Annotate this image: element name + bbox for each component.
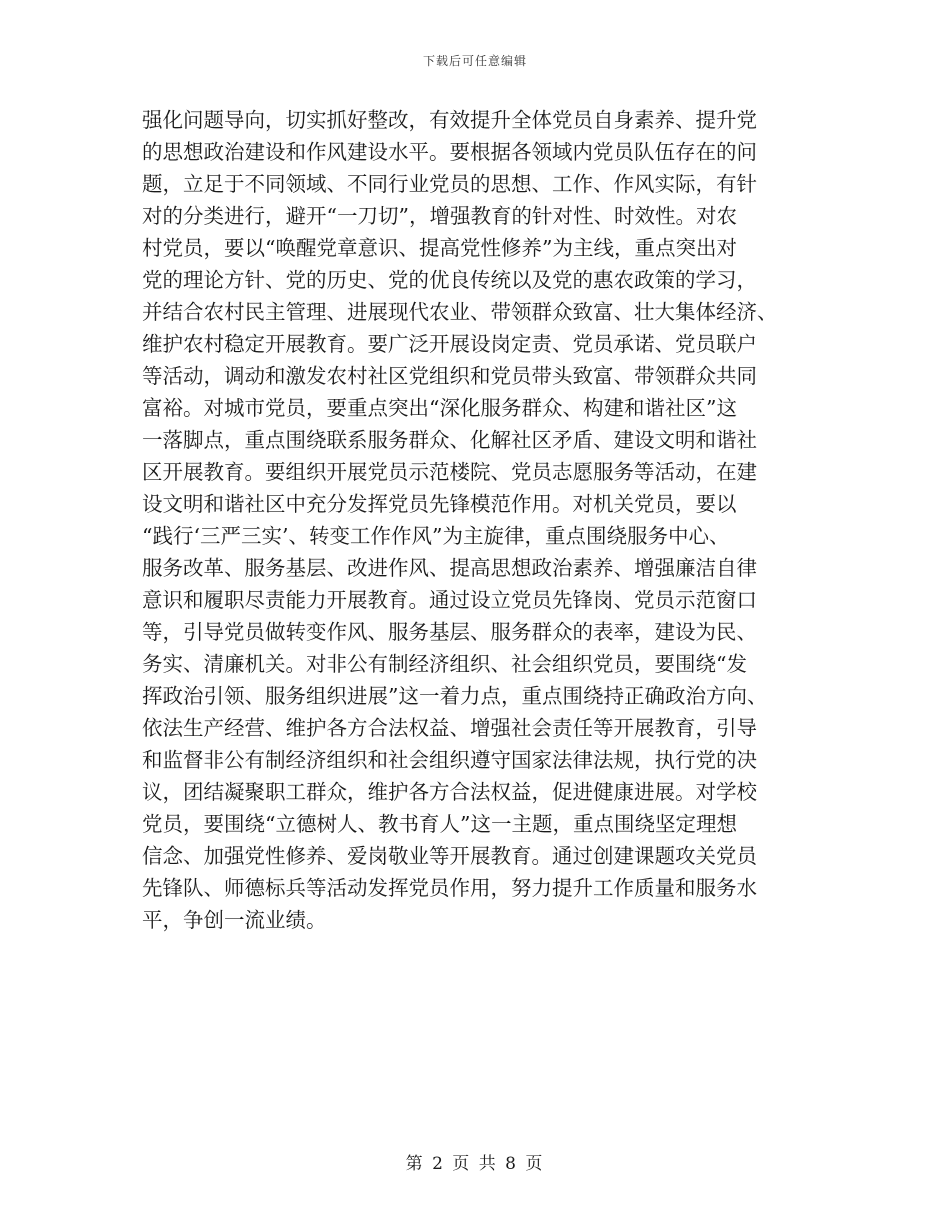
text-line: 并结合农村民主管理、进展现代农业、带领群众致富、壮大集体经济、 (142, 300, 778, 324)
text-line: 党员，要围绕“立德树人、教书育人”这一主题，重点围绕坚定理想 (142, 812, 737, 836)
page-footer-page-number: 第 2 页 共 8 页 (405, 1154, 545, 1174)
text-line: 服务改革、服务基层、改进作风、提高思想政治素养、增强廉洁自律 (142, 556, 757, 580)
text-line: 一落脚点，重点围绕联系服务群众、化解社区矛盾、建设文明和谐社 (142, 428, 757, 452)
text-line: 议，团结凝聚职工群众，维护各方合法权益，促进健康进展。对学校 (142, 780, 757, 804)
text-line: 依法生产经营、维护各方合法权益、增强社会责任等开展教育，引导 (142, 716, 757, 740)
text-line: 先锋队、师德标兵等活动发挥党员作用，努力提升工作质量和服务水 (142, 876, 757, 900)
page-header: 下载后可任意编辑 (422, 54, 527, 68)
body-text (142, 104, 808, 936)
text-line: 和监督非公有制经济组织和社会组织遵守国家法律法规，执行党的决 (142, 748, 757, 772)
text-line: 意识和履职尽责能力开展教育。通过设立党员先锋岗、党员示范窗口 (142, 588, 757, 612)
text-line: 题，立足于不同领域、不同行业党员的思想、工作、作风实际，有针 (142, 172, 757, 196)
text-line: 设文明和谐社区中充分发挥党员先锋模范作用。对机关党员，要以 (142, 492, 737, 516)
text-line: 的思想政治建设和作风建设水平。要根据各领域内党员队伍存在的问 (142, 140, 757, 164)
text-line: 等活动，调动和激发农村社区党组织和党员带头致富、带领群众共同 (142, 364, 757, 388)
text-line: 维护农村稳定开展教育。要广泛开展设岗定责、党员承诺、党员联户 (142, 332, 757, 356)
text-line: 对的分类进行，避开“一刀切”，增强教育的针对性、时效性。对农 (142, 204, 737, 228)
text-line: 村党员，要以“唤醒党章意识、提高党性修养”为主线，重点突出对 (142, 236, 737, 260)
text-line: 挥政治引领、服务组织进展”这一着力点，重点围绕持正确政治方向、 (142, 684, 768, 708)
text-line: 等，引导党员做转变作风、服务基层、服务群众的表率，建设为民、 (142, 620, 757, 644)
text-line: 务实、清廉机关。对非公有制经济组织、社会组织党员，要围绕“发 (142, 652, 747, 676)
text-line: 区开展教育。要组织开展党员示范楼院、党员志愿服务等活动，在建 (142, 460, 757, 484)
text-line: “践行‘三严三实’、转变工作作风”为主旋律，重点围绕服务中心、 (142, 524, 730, 548)
text-line: 党的理论方针、党的历史、党的优良传统以及党的惠农政策的学习， (142, 268, 757, 292)
text-line: 信念、加强党性修养、爱岗敬业等开展教育。通过创建课题攻关党员 (142, 844, 757, 868)
text-line: 强化问题导向，切实抓好整改，有效提升全体党员自身素养、提升党 (142, 108, 757, 132)
text-line: 富裕。对城市党员，要重点突出“深化服务群众、构建和谐社区”这 (142, 396, 737, 420)
text-line: 平，争创一流业绩。 (142, 908, 327, 932)
